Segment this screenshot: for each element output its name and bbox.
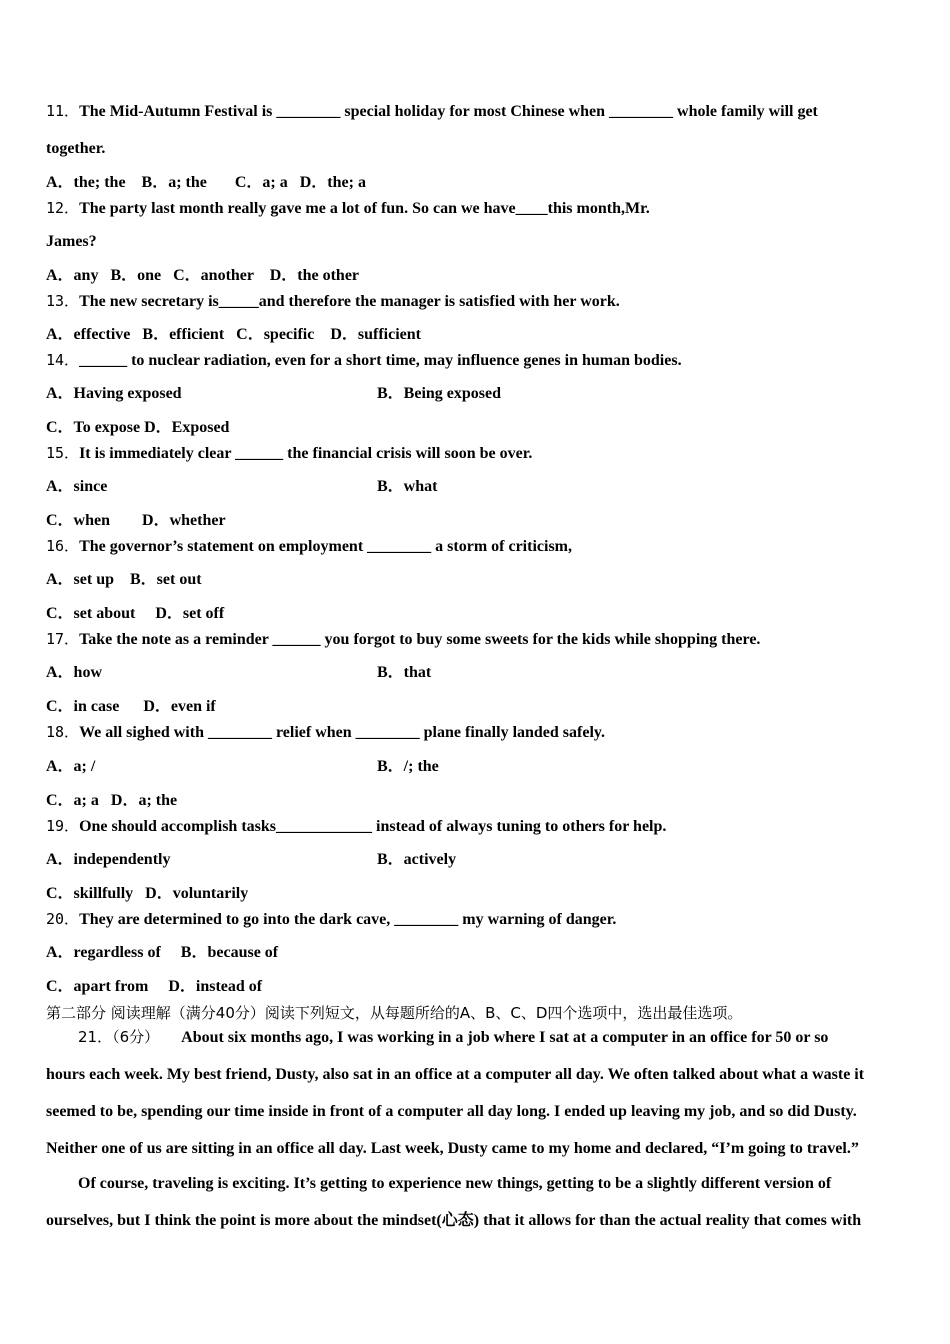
question-text: The party last month really gave me a lot of fun. So can we have____this month,Mr. [79, 200, 650, 217]
passage-text: About six months ago, I was working in a job where I sat at a computer in an office for 50 or so [181, 1029, 829, 1046]
question-number: 20． [46, 910, 80, 928]
question-19-option-a: A．independently [46, 851, 171, 868]
question-12-stem [46, 198, 650, 219]
question-19-options-cd: C．skillfully D．voluntarily [46, 885, 249, 902]
section-2-heading: 第二部分 阅读理解（满分40分）阅读下列短文，从每题所给的A、B、C、D四个选项中，选出最佳选项。 [46, 1004, 743, 1022]
question-13-options: A．effective B．efficient C．specific D．sufficient [46, 326, 422, 343]
question-number: 11． [46, 102, 80, 120]
question-14-option-a: A．Having exposed [46, 385, 182, 402]
question-18-option-a: A．a; / [46, 758, 96, 775]
question-16-stem [46, 536, 572, 557]
question-number: 16． [46, 537, 80, 555]
question-number: 12． [46, 199, 80, 217]
passage-line-3: seemed to be, spending our time inside in front of a computer all day long. I ended up leaving my job, and so did Dusty. [46, 1103, 857, 1120]
passage-line-2: hours each week. My best friend, Dusty, also sat in an office at a computer all day. We often talked about what a waste it [46, 1066, 865, 1083]
question-number: 14． [46, 351, 80, 369]
question-number: 13． [46, 292, 80, 310]
question-text: The Mid-Autumn Festival is ________ special holiday for most Chinese when ________ whole family will get [79, 103, 818, 120]
question-19-stem [46, 816, 666, 837]
question-number: 15． [46, 444, 80, 462]
question-16-options-ab: A．set up B．set out [46, 571, 202, 588]
question-17-stem [46, 629, 760, 650]
question-19-option-b: B．actively [377, 851, 457, 868]
passage-line-4: Neither one of us are sitting in an office all day. Last week, Dusty came to my home and declared, “I’m going to travel.” [46, 1140, 859, 1157]
question-20-options-cd: C．apart from D．instead of [46, 978, 263, 995]
passage-line-5: Of course, traveling is exciting. It’s getting to experience new things, getting to be a slightly different version of [78, 1175, 832, 1192]
question-15-options-cd: C．when D．whether [46, 512, 226, 529]
question-11-options: A．the; the B．a; the C．a; a D．the; a [46, 174, 366, 191]
question-text: They are determined to go into the dark cave, ________ my warning of danger. [79, 911, 617, 928]
question-13-stem [46, 291, 620, 312]
question-number: 19． [46, 817, 80, 835]
question-11-stem-cont: together. [46, 140, 106, 157]
question-15-option-a: A．since [46, 478, 108, 495]
question-number: 18． [46, 723, 80, 741]
question-text: The governor’s statement on employment ________ a storm of criticism, [79, 538, 572, 555]
question-16-options-cd: C．set about D．set off [46, 605, 225, 622]
passage-line-1 [78, 1027, 828, 1048]
question-20-options-ab: A．regardless of B．because of [46, 944, 279, 961]
question-14-stem [46, 350, 682, 371]
question-17-option-a: A．how [46, 664, 103, 681]
question-17-option-b: B．that [377, 664, 432, 681]
question-15-option-b: B．what [377, 478, 438, 495]
question-12-options: A．any B．one C．another D．the other [46, 267, 360, 284]
question-14-options-cd: C．To expose D．Exposed [46, 419, 230, 436]
question-20-stem [46, 909, 616, 930]
question-18-stem [46, 722, 605, 743]
question-15-stem [46, 443, 532, 464]
question-18-options-cd: C．a; a D．a; the [46, 792, 178, 809]
question-17-options-cd: C．in case D．even if [46, 698, 216, 715]
question-text: It is immediately clear ______ the financial crisis will soon be over. [79, 445, 533, 462]
question-text: ______ to nuclear radiation, even for a short time, may influence genes in human bodies. [79, 352, 682, 369]
question-text: The new secretary is_____and therefore the manager is satisfied with her work. [79, 293, 620, 310]
question-text: We all sighed with ________ relief when ________ plane finally landed safely. [79, 724, 606, 741]
question-number: 17． [46, 630, 80, 648]
passage-line-6: ourselves, but I think the point is more about the mindset(心态) that it allows for than the actual reality that comes with [46, 1212, 862, 1229]
question-18-option-b: B．/; the [377, 758, 439, 775]
question-14-option-b: B．Being exposed [377, 385, 502, 402]
question-11-stem [46, 101, 818, 122]
question-text: Take the note as a reminder ______ you forgot to buy some sweets for the kids while shopping there. [79, 631, 761, 648]
question-12-stem-cont: James? [46, 233, 97, 250]
question-21-number: 21．（6分） [78, 1028, 160, 1046]
question-text: One should accomplish tasks____________ instead of always tuning to others for help. [79, 818, 667, 835]
